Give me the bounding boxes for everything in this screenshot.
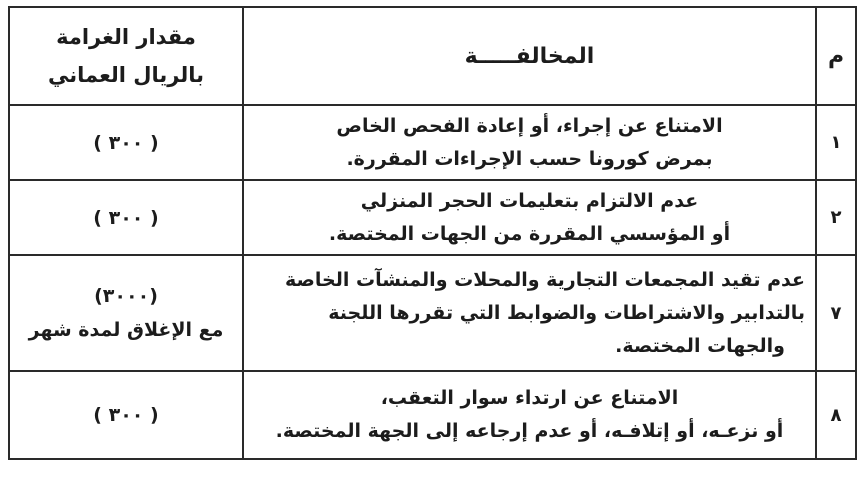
fines-table-container — [8, 6, 855, 460]
header-fine-line2: بالريال العماني — [47, 63, 205, 87]
row-number: ٢ — [816, 180, 856, 255]
row-fine — [9, 255, 243, 371]
violation-line: بمرض كورونا حسب الإجراءات المقررة. — [346, 147, 713, 170]
violation-line: بالتدابير والاشتراطات والضوابط التي تقررها اللجنة — [328, 301, 805, 324]
row-number: ٧ — [816, 255, 856, 371]
row-violation — [243, 371, 816, 459]
table-header-row — [9, 7, 856, 105]
fine-note: مع الإغلاق لمدة شهر — [28, 319, 224, 341]
violation-line: عدم تقيد المجمعات التجارية والمحلات والمنشآت الخاصة — [285, 268, 805, 291]
fine-amount: ( ٣٠٠ ) — [93, 404, 159, 426]
table-row — [9, 255, 856, 371]
row-fine — [9, 105, 243, 180]
header-fine-line1: مقدار الغرامة — [56, 25, 196, 49]
table-row — [9, 180, 856, 255]
header-fine — [9, 7, 243, 105]
violation-line: الامتناع عن ارتداء سوار التعقب، — [380, 387, 679, 409]
fine-amount: (٣٠٠٠) — [94, 285, 158, 307]
header-number: م — [816, 7, 856, 105]
fine-amount: ( ٣٠٠ ) — [93, 131, 159, 154]
row-number: ١ — [816, 105, 856, 180]
header-violation: المخالفـــــة — [243, 7, 816, 105]
table-row — [9, 371, 856, 459]
violation-line: أو نزعـه، أو إتلافـه، أو عدم إرجاعه إلى الجهة المختصة. — [275, 420, 784, 442]
row-fine — [9, 180, 243, 255]
row-violation — [243, 180, 816, 255]
violation-line: والجهات المختصة. — [615, 334, 785, 357]
row-fine — [9, 371, 243, 459]
row-violation — [243, 105, 816, 180]
fine-amount: ( ٣٠٠ ) — [93, 206, 159, 229]
violation-line: أو المؤسسي المقررة من الجهات المختصة. — [328, 222, 731, 245]
fines-table — [8, 6, 857, 460]
violation-line: الامتناع عن إجراء، أو إعادة الفحص الخاص — [336, 114, 723, 137]
row-violation — [243, 255, 816, 371]
table-row — [9, 105, 856, 180]
row-number: ٨ — [816, 371, 856, 459]
violation-line: عدم الالتزام بتعليمات الحجر المنزلي — [360, 189, 699, 212]
